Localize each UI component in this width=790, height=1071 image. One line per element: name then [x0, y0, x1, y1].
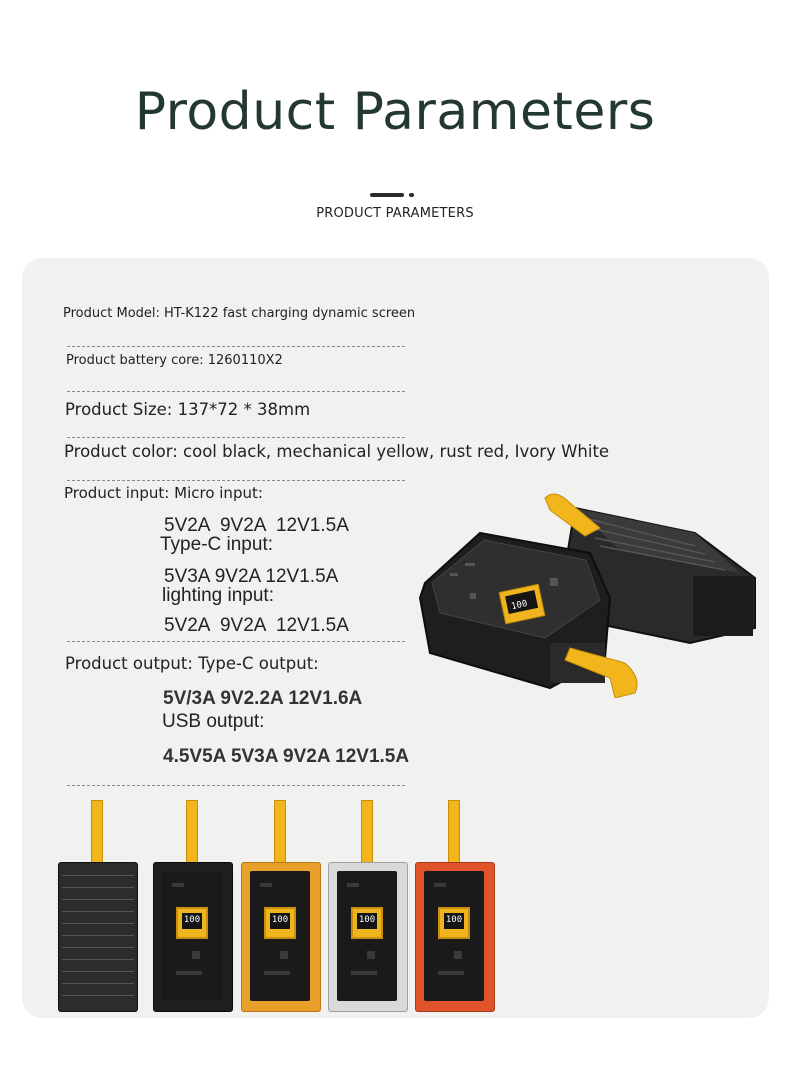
- spec-lighting-input-label: lighting input:: [162, 585, 274, 606]
- separator: [67, 346, 405, 347]
- variant-rust-red: [415, 800, 493, 1010]
- lcd-reading: 100: [270, 913, 290, 929]
- spec-input-label: Product input: Micro input:: [64, 484, 263, 502]
- variant-cool-black-back: [58, 800, 136, 1010]
- page-title: Product Parameters: [134, 82, 656, 142]
- title-dash-decoration: [370, 193, 404, 197]
- separator: [67, 437, 405, 438]
- separator: [67, 391, 405, 392]
- spec-battery-core: Product battery core: 1260110X2: [66, 353, 283, 368]
- variant-mechanical-yellow: [241, 800, 319, 1010]
- strap: [448, 800, 460, 866]
- spec-usb-output-label: USB output:: [162, 711, 265, 732]
- spec-usb-output-values: 4.5V5A 5V3A 9V2A 12V1.5A: [163, 746, 410, 767]
- spec-lighting-input-values: 5V2A 9V2A 12V1.5A: [164, 615, 349, 636]
- strap: [91, 800, 103, 866]
- strap: [186, 800, 198, 866]
- spec-output-label: Product output: Type-C output:: [65, 654, 319, 673]
- variant-ivory-white: [328, 800, 406, 1010]
- spec-typec-input-values: 5V3A 9V2A 12V1.5A: [164, 566, 339, 587]
- lcd-reading: 100: [357, 913, 377, 929]
- spec-color: Product color: cool black, mechanical yellow, rust red, Ivory White: [64, 442, 610, 461]
- variant-body: [241, 862, 321, 1012]
- strap: [274, 800, 286, 866]
- strap: [361, 800, 373, 866]
- separator: [67, 641, 405, 642]
- spec-size: Product Size: 137*72 * 38mm: [65, 400, 311, 419]
- page-subtitle: PRODUCT PARAMETERS: [316, 206, 474, 221]
- spec-typec-output-values: 5V/3A 9V2.2A 12V1.6A: [163, 688, 363, 709]
- spec-micro-values: 5V2A 9V2A 12V1.5A: [164, 515, 349, 536]
- variant-cool-black: [153, 800, 231, 1010]
- separator: [67, 785, 405, 786]
- power-bank-hero-image: [410, 488, 760, 698]
- lcd-reading: 100: [510, 598, 529, 613]
- lcd-reading: 100: [182, 913, 202, 929]
- title-dot-decoration: [409, 193, 414, 197]
- variant-body: [58, 862, 138, 1012]
- variant-body: [328, 862, 408, 1012]
- variant-body: [153, 862, 233, 1012]
- spec-model: Product Model: HT-K122 fast charging dynamic screen: [63, 306, 416, 321]
- spec-typec-input-label: Type-C input:: [160, 534, 273, 555]
- variant-body: [415, 862, 495, 1012]
- lcd-reading: 100: [444, 913, 464, 929]
- separator: [67, 480, 405, 481]
